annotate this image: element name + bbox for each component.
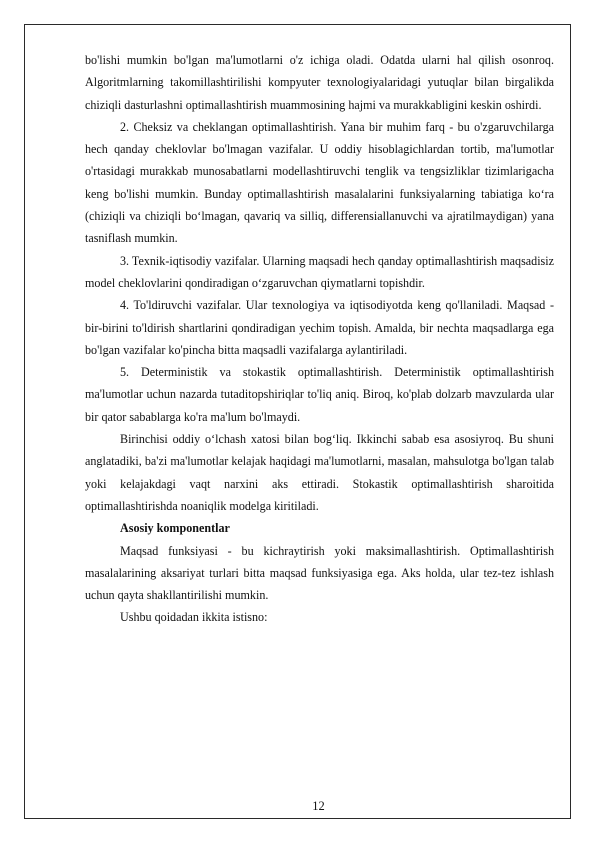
paragraph-item-2: 2. Cheksiz va cheklangan optimallashtirish. Yana bir muhim farq - bu o'zgaruvchilarga hech qanday cheklovlar bo'lmagan vazifalar. U oddiy hisoblagichlardan tortib, ma'lumotlar o'rtasidagi murakkab munosabatlarni modellashtiruvchi tenglik va tengsizliklar tizimlarigacha keng bo'lishi mumkin. Bunday optimallashtirish masalalarini funksiyalarning tabiatiga ko‘ra (chiziqli va chiziqli bo‘lmagan, qavariq va silliq, differensiallanuvchi va ajratilmaydigan) yana tasniflash mumkin. <box>85 119 554 246</box>
paragraph-objective: Maqsad funksiyasi - bu kichraytirish yoki maksimallashtirish. Optimallashtirish masalalarining aksariyat turlari bitta maqsad funksiyasiga ega. Aks holda, ular tez-tez ishlash uchun qayta shakllantirilishi mumkin. <box>85 543 554 603</box>
section-heading: Asosiy komponentlar <box>120 521 230 536</box>
paragraph-reasons: Birinchisi oddiy o‘lchash xatosi bilan bog‘liq. Ikkinchi sabab esa asosiyroq. Bu shuni anglatadiki, ba'zi ma'lumotlar kelajak haqidagi ma'lumotlarni, masalan, mahsulotga bo'lgan talab yoki kelajakdagi vaqt narxini aks ettiradi. Stokastik optimallashtirish sharoitida optimallashtirishda noaniqlik modelga kiritiladi. <box>85 432 554 513</box>
paragraph-item-3: 3. Texnik-iqtisodiy vazifalar. Ularning maqsadi hech qanday optimallashtirish maqsadisiz model cheklovlarini qondiradigan o‘zgaruvchan qiymatlarni topishdir. <box>85 253 554 290</box>
paragraph-continuation: bo'lishi mumkin bo'lgan ma'lumotlarni o'z ichiga oladi. Odatda ularni hal qilish osonroq. Algoritmlarning takomillashtirilishi kompyuter texnologiyalaridagi yutuqlar bilan birgalikda chiziqli dasturlashni optimallashtirish muammosining hajmi va murakkabligini keskin oshirdi. <box>85 53 554 112</box>
paragraph-item-4: 4. To'ldiruvchi vazifalar. Ular texnologiya va iqtisodiyotda keng qo'llaniladi. Maqsad - bir-birini to'ldirish shartlarini qondiradigan yechim topish. Amalda, bir nechta maqsadlarga ega bo'lgan vazifalar ko'pincha bitta maqsadli vazifalarga aylantiriladi. <box>85 298 554 357</box>
paragraph-item-5: 5. Deterministik va stokastik optimallashtirish. Deterministik optimallashtirish ma'lumotlar uchun nazarda tutaditopshiriqlar to'liq aniq. Biroq, ko'plab dolzarb mavzularda ular bir qator sabablarga ko'ra ma'lum bo'lmaydi. <box>85 365 554 424</box>
paragraph-exceptions: Ushbu qoidadan ikkita istisno: <box>120 610 268 625</box>
page-number: 12 <box>312 799 325 813</box>
page-content <box>85 49 554 629</box>
